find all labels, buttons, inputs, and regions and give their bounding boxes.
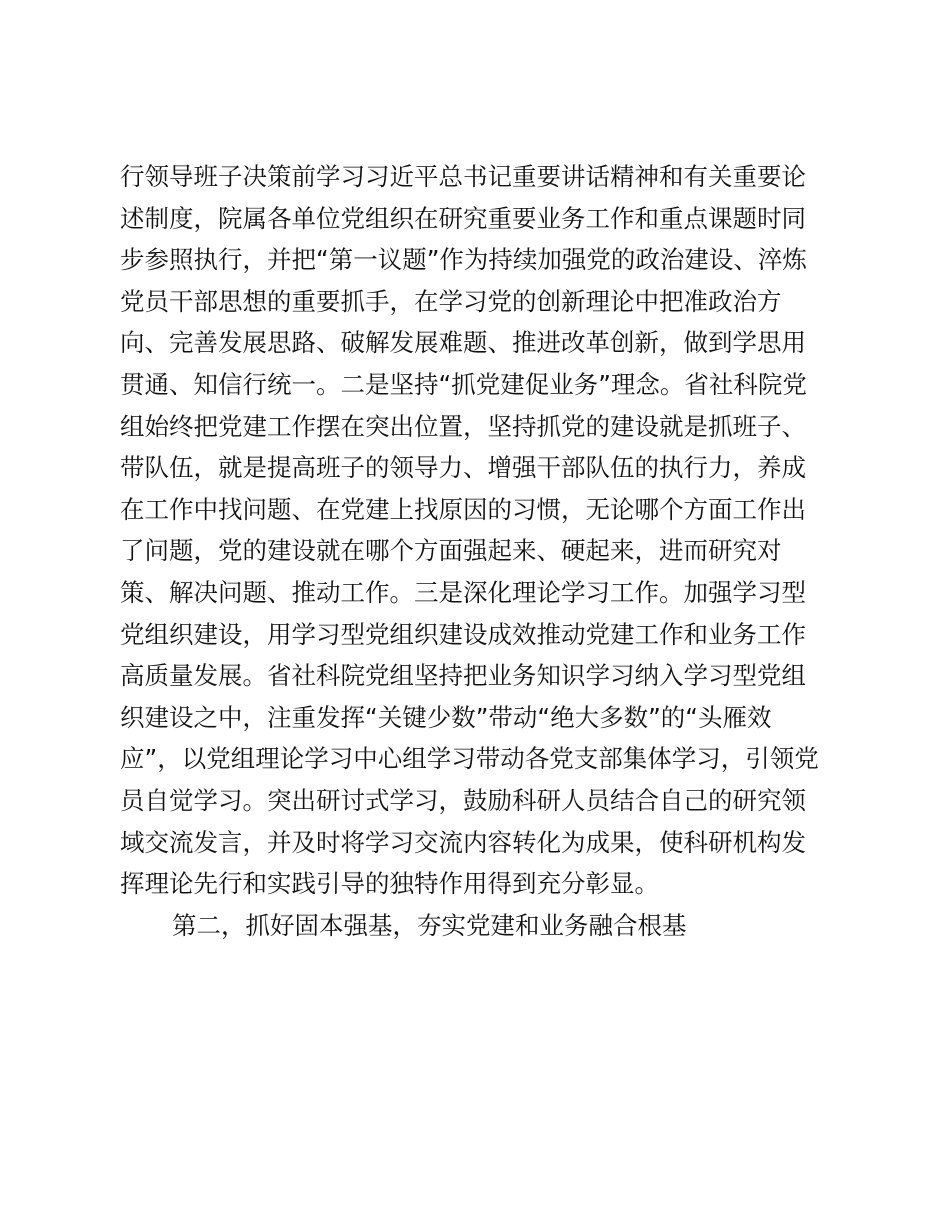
- text-line: 应”，以党组理论学习中心组学习带动各党支部集体学习，引领党: [120, 744, 819, 774]
- text-line: 高质量发展。省社科院党组坚持把业务知识学习纳入学习型党组: [120, 661, 806, 691]
- text-line: 在工作中找问题、在党建上找原因的习惯，无论哪个方面工作出: [120, 494, 806, 524]
- text-line: 贯通、知信行统一。二是坚持“抓党建促业务”理念。省社科院党: [120, 369, 807, 399]
- body-text: [120, 156, 840, 946]
- text-line: 挥理论先行和实践引导的独特作用得到充分彰显。: [120, 869, 659, 899]
- text-line: 组始终把党建工作摆在突出位置，坚持抓党的建设就是抓班子、: [120, 411, 806, 441]
- text-line: 向、完善发展思路、破解发展难题、推进改革创新，做到学思用: [120, 328, 806, 358]
- text-line: 带队伍，就是提高班子的领导力、增强干部队伍的执行力，养成: [120, 453, 806, 483]
- text-line: 述制度，院属各单位党组织在研究重要业务工作和重点课题时同: [120, 203, 806, 233]
- text-line: 了问题，党的建设就在哪个方面强起来、硬起来，进而研究对: [120, 536, 782, 566]
- text-line: 行领导班子决策前学习习近平总书记重要讲话精神和有关重要论: [120, 162, 806, 191]
- text-line: 员自觉学习。突出研讨式学习，鼓励科研人员结合自己的研究领: [120, 785, 806, 815]
- text-line: 织建设之中，注重发挥“关键少数”带动“绝大多数”的“头雁效: [120, 702, 772, 732]
- section-heading: 第二，抓好固本强基，夯实党建和业务融合根基: [172, 910, 687, 940]
- text-line: 步参照执行，并把“第一议题”作为持续加强党的政治建设、淬炼: [120, 245, 807, 275]
- text-line: 域交流发言，并及时将学习交流内容转化为成果，使科研机构发: [120, 827, 806, 857]
- text-line: 策、解决问题、推动工作。三是深化理论学习工作。加强学习型: [120, 577, 806, 607]
- text-line: 党组织建设，用学习型党组织建设成效推动党建工作和业务工作: [120, 619, 806, 649]
- text-line: 党员干部思想的重要抓手，在学习党的创新理论中把准政治方: [120, 286, 782, 316]
